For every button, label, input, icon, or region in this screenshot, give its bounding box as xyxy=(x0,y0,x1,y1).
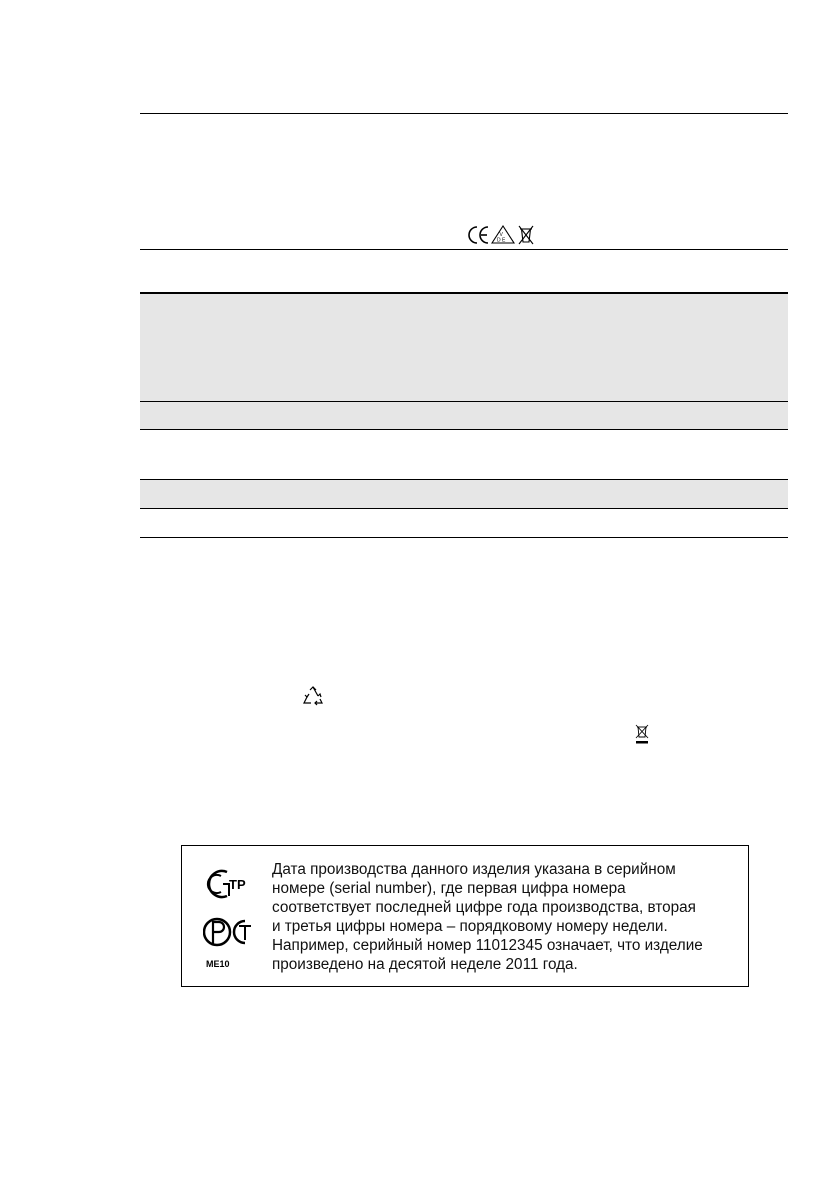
weee-bin-icon xyxy=(519,226,533,244)
table-bottom-rule xyxy=(140,537,788,538)
table-row-divider xyxy=(140,429,788,430)
top-rule xyxy=(140,113,788,114)
certification-box xyxy=(181,845,749,987)
compliance-marks xyxy=(466,224,556,246)
recycle-icon xyxy=(302,686,324,708)
pct-mark-icon xyxy=(203,914,259,954)
table-row-divider xyxy=(140,508,788,509)
header-rule xyxy=(140,249,788,250)
svg-text:D E: D E xyxy=(497,237,506,244)
certification-line: Дата производства данного изделия указана в серийном xyxy=(272,861,676,878)
certification-line: соответствует последней цифре года производства, вторая xyxy=(272,899,696,916)
ce-mark-icon xyxy=(469,227,488,243)
gost-tr-icon xyxy=(203,866,259,902)
table-row-2 xyxy=(140,402,788,429)
table-row-4 xyxy=(140,480,788,508)
svg-text:TP: TP xyxy=(229,877,246,892)
certification-line: Например, серийный номер 11012345 означает, что изделие xyxy=(272,937,703,954)
table-row-1 xyxy=(140,294,788,401)
certification-line: номере (serial number), где первая цифра номера xyxy=(272,880,626,897)
certification-text xyxy=(272,860,742,974)
vde-mark-icon xyxy=(492,226,514,244)
weee-bin-icon xyxy=(634,723,650,745)
svg-text:V: V xyxy=(499,232,503,238)
certification-code: ME10 xyxy=(206,959,230,969)
certification-line: и третья цифры номера – порядковому номеру недели. xyxy=(272,918,668,935)
certification-line: произведено на десятой неделе 2011 года. xyxy=(272,956,578,973)
